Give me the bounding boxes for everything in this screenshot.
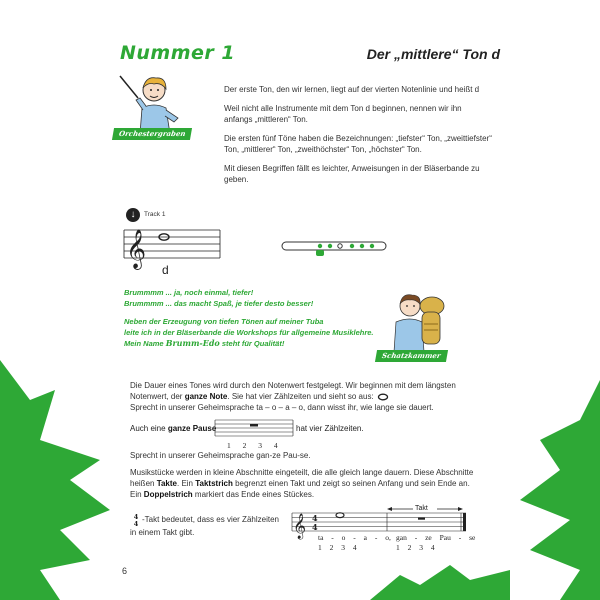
page-title: Nummer 1 xyxy=(120,42,236,64)
text-run: Sprecht in unserer Geheimsprache ta – o – a – o, dann wisst ihr, wie lange sie dauert. xyxy=(130,403,434,412)
green-zigzag-bottom xyxy=(370,560,510,600)
audio-track-icon[interactable]: ↓ xyxy=(126,208,140,222)
bold-term: Takte xyxy=(156,479,177,488)
svg-text:4: 4 xyxy=(133,513,139,521)
whole-rest-staff xyxy=(214,418,294,440)
paragraph-vierviertel xyxy=(130,513,280,538)
paragraph-geheimsprache: Sprecht in unserer Geheimsprache gan-ze Pau-se. xyxy=(130,451,311,460)
tuba-player-illustration xyxy=(386,290,450,352)
bold-term: Taktstrich xyxy=(195,479,233,488)
bold-term: ganze Note xyxy=(184,392,228,401)
schatzkammer-badge: Schatzkammer xyxy=(375,350,448,362)
intro-paragraph: Weil nicht alle Instrumente mit dem Ton d beginnen, nennen wir ihn anfangs „mittleren“ Ton. xyxy=(224,104,462,124)
text-run: -Takt bedeutet, dass es vier Zählzeiten in einem Takt gibt. xyxy=(130,515,279,537)
tuba-speech-text xyxy=(124,287,384,356)
intro-paragraph: Mit diesen Begriffen fällt es leichter, Anweisungen in der Bläserbande zu geben. xyxy=(224,164,480,184)
svg-text:4: 4 xyxy=(133,520,139,527)
brand-name: Brumm-Edo xyxy=(165,338,220,348)
fingering-chart-icon xyxy=(280,238,390,260)
intro-paragraph: Der erste Ton, den wir lernen, liegt auf der vierten Notenlinie und heißt d xyxy=(224,85,480,94)
bold-term: Doppelstrich xyxy=(143,490,193,499)
page-number: 6 xyxy=(122,566,128,576)
takt-label: Takt xyxy=(415,505,428,512)
text-run: markiert das Ende eines Stückes. xyxy=(192,490,315,499)
lyrics-whole-rest: gan - ze Pau - se xyxy=(396,533,476,542)
tuba-line: Brummmm ... ja, noch einmal, tiefer! xyxy=(124,288,254,297)
text-run: . Sie hat vier Zählzeiten und sieht so aus: xyxy=(227,392,374,401)
text-run: Musikstücke werden in kleine Abschnitte eingeteilt, die alle gleich lange dauern. Diese Abschnitte heißen xyxy=(130,468,474,488)
whole-note-icon xyxy=(376,393,390,401)
paragraph-takte xyxy=(130,467,480,500)
text-run: . Ein xyxy=(177,479,196,488)
svg-text:𝄞: 𝄞 xyxy=(293,514,307,539)
tuba-line: Neben der Erzeugung von tiefen Tönen auf meiner Tuba xyxy=(124,317,324,326)
svg-text:𝄞: 𝄞 xyxy=(126,229,147,269)
pause-description: hat vier Zählzeiten. xyxy=(296,424,364,433)
green-zigzag-left xyxy=(0,360,130,600)
time-signature-top: 4 xyxy=(312,513,318,523)
tuba-line: steht für Qualität! xyxy=(219,339,285,348)
bold-term: ganze Pause xyxy=(167,424,217,433)
text-run: Die Dauer eines Tones wird durch den Notenwert festgelegt. Wir beginnen mit dem längsten Notenwert, der xyxy=(130,381,456,401)
conductor-illustration xyxy=(116,72,186,134)
tuba-line: Mein Name xyxy=(124,339,166,348)
tuba-line: leite ich in der Bläserbande die Workshops für allgemeine Musiklehre. xyxy=(124,328,374,337)
track-label: Track 1 xyxy=(144,211,166,218)
lyrics-whole-note: ta - o - a - o, xyxy=(318,533,391,542)
pause-count: 1 2 3 4 xyxy=(227,441,278,450)
page-subtitle: Der „mittlere“ Ton d xyxy=(366,46,500,62)
time-signature-bottom: 4 xyxy=(312,522,318,532)
tuba-line: Brummmm ... das macht Spaß, je tiefer desto besser! xyxy=(124,299,314,308)
orchestergraben-badge: Orchestergraben xyxy=(112,128,193,140)
text-run: begrenzt einen Takt und zeigt so seinen Anfang und sein Ende an. Ein xyxy=(130,479,470,499)
pause-label xyxy=(130,424,216,433)
paragraph-notenwert xyxy=(130,380,480,413)
staff-note-d xyxy=(122,222,222,268)
note-name-label: d xyxy=(162,263,169,277)
count-whole-note: 1 2 3 4 xyxy=(318,543,357,552)
text-run: Auch eine xyxy=(130,424,168,433)
time-signature-icon xyxy=(130,513,142,527)
intro-paragraph: Die ersten fünf Töne haben die Bezeichnungen: „tiefster“ Ton, „zweittiefster“ Ton, „mittlerer“ Ton, „zweithöchster“ Ton, „höchster“ Ton. xyxy=(224,134,492,154)
green-zigzag-right xyxy=(500,380,600,600)
count-whole-rest: 1 2 3 4 xyxy=(396,543,435,552)
intro-text xyxy=(224,84,492,193)
